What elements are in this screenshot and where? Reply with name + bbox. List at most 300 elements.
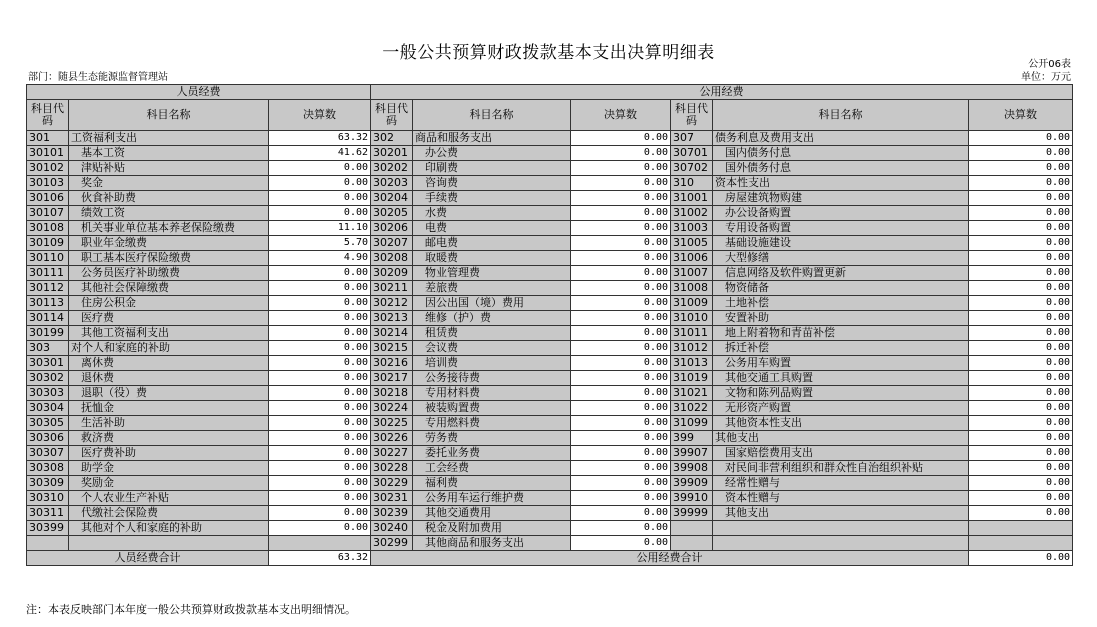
subject-name: 大型修缮 [713, 251, 969, 266]
subject-code: 30208 [371, 251, 413, 266]
expenditure-table [26, 84, 1073, 566]
amount-value: 63.32 [269, 131, 371, 146]
subject-name: 国家赔偿费用支出 [713, 446, 969, 461]
footnote: 注：本表反映部门本年度一般公共预算财政拨款基本支出明细情况。 [26, 603, 356, 616]
amount-value: 0.00 [269, 356, 371, 371]
subject-name: 医疗费 [69, 311, 269, 326]
subject-code: 30225 [371, 416, 413, 431]
table-row [27, 476, 1073, 491]
subject-code: 30231 [371, 491, 413, 506]
amount-value: 0.00 [969, 311, 1073, 326]
subject-code [27, 536, 69, 551]
subject-name: 工资福利支出 [69, 131, 269, 146]
table-row [27, 431, 1073, 446]
subject-code: 30112 [27, 281, 69, 296]
subject-code: 31006 [671, 251, 713, 266]
amount-value: 0.00 [571, 206, 671, 221]
subject-name: 租赁费 [413, 326, 571, 341]
department-label: 部门：随县生态能源监督管理站 [28, 72, 168, 83]
subject-name: 培训费 [413, 356, 571, 371]
subject-name: 国外债务付息 [713, 161, 969, 176]
subject-name: 对民间非营利组织和群众性自治组织补贴 [713, 461, 969, 476]
amount-value: 0.00 [269, 296, 371, 311]
amount-value: 0.00 [269, 371, 371, 386]
amount-value: 0.00 [571, 191, 671, 206]
subject-code: 39908 [671, 461, 713, 476]
subject-name: 差旅费 [413, 281, 571, 296]
table-row [27, 521, 1073, 536]
subject-code: 30213 [371, 311, 413, 326]
amount-value: 0.00 [571, 371, 671, 386]
subject-code: 30701 [671, 146, 713, 161]
subject-code: 39910 [671, 491, 713, 506]
subject-code: 30299 [371, 536, 413, 551]
amount-value: 0.00 [571, 326, 671, 341]
subject-code: 30108 [27, 221, 69, 236]
subject-name: 劳务费 [413, 431, 571, 446]
subject-name: 印刷费 [413, 161, 571, 176]
table-row [27, 131, 1073, 146]
amount-value: 0.00 [571, 491, 671, 506]
subject-code: 30310 [27, 491, 69, 506]
amount-value: 0.00 [571, 476, 671, 491]
table-row [27, 461, 1073, 476]
subject-name: 公务接待费 [413, 371, 571, 386]
subject-name: 因公出国（境）费用 [413, 296, 571, 311]
subject-name: 会议费 [413, 341, 571, 356]
amount-value: 4.90 [269, 251, 371, 266]
subject-code: 30199 [27, 326, 69, 341]
subject-code: 30101 [27, 146, 69, 161]
amount-value: 0.00 [571, 386, 671, 401]
table-row [27, 251, 1073, 266]
header-amount: 决算数 [571, 100, 671, 131]
amount-value: 0.00 [269, 506, 371, 521]
table-row [27, 206, 1073, 221]
subject-code: 30702 [671, 161, 713, 176]
amount-value: 0.00 [969, 161, 1073, 176]
subject-code: 30305 [27, 416, 69, 431]
subject-code: 30114 [27, 311, 69, 326]
amount-value: 0.00 [969, 326, 1073, 341]
amount-value: 0.00 [269, 491, 371, 506]
subject-code: 30217 [371, 371, 413, 386]
subject-name: 公务员医疗补助缴费 [69, 266, 269, 281]
header-code: 科目代码 [671, 100, 713, 131]
subject-code: 30306 [27, 431, 69, 446]
amount-value: 0.00 [969, 401, 1073, 416]
amount-value: 0.00 [571, 296, 671, 311]
subject-code: 30303 [27, 386, 69, 401]
personnel-total-label: 人员经费合计 [27, 551, 269, 566]
amount-value: 0.00 [969, 431, 1073, 446]
subject-name: 无形资产购置 [713, 401, 969, 416]
table-row [27, 401, 1073, 416]
amount-value: 0.00 [269, 191, 371, 206]
amount-value [269, 536, 371, 551]
subject-code: 30201 [371, 146, 413, 161]
subject-code: 30212 [371, 296, 413, 311]
amount-value: 0.00 [571, 161, 671, 176]
header-code: 科目代码 [371, 100, 413, 131]
subject-name: 代缴社会保险费 [69, 506, 269, 521]
group-header-row [27, 85, 1073, 100]
subject-name: 伙食补助费 [69, 191, 269, 206]
unit-label: 单位：万元 [1021, 72, 1071, 83]
subject-code: 30206 [371, 221, 413, 236]
subject-name: 基础设施建设 [713, 236, 969, 251]
table-row [27, 236, 1073, 251]
subject-code: 30109 [27, 236, 69, 251]
subject-name: 机关事业单位基本养老保险缴费 [69, 221, 269, 236]
subject-name: 奖金 [69, 176, 269, 191]
amount-value: 0.00 [969, 341, 1073, 356]
subject-code [671, 536, 713, 551]
amount-value: 0.00 [571, 446, 671, 461]
subject-code: 30399 [27, 521, 69, 536]
subject-code: 310 [671, 176, 713, 191]
subject-code: 399 [671, 431, 713, 446]
subject-code [671, 521, 713, 536]
subject-name: 经常性赠与 [713, 476, 969, 491]
amount-value: 0.00 [969, 386, 1073, 401]
subject-code: 31009 [671, 296, 713, 311]
table-row [27, 491, 1073, 506]
subject-code: 30111 [27, 266, 69, 281]
amount-value: 0.00 [969, 251, 1073, 266]
subject-name: 助学金 [69, 461, 269, 476]
amount-value: 0.00 [969, 206, 1073, 221]
subject-name: 电费 [413, 221, 571, 236]
table-row [27, 416, 1073, 431]
subject-name: 其他商品和服务支出 [413, 536, 571, 551]
subject-name: 福利费 [413, 476, 571, 491]
subject-code: 30307 [27, 446, 69, 461]
totals-row [27, 551, 1073, 566]
subject-code: 302 [371, 131, 413, 146]
subject-code: 30216 [371, 356, 413, 371]
subject-name: 公务用车购置 [713, 356, 969, 371]
amount-value: 0.00 [571, 146, 671, 161]
subject-name: 绩效工资 [69, 206, 269, 221]
amount-value: 0.00 [969, 491, 1073, 506]
subject-code: 31003 [671, 221, 713, 236]
subject-name: 救济费 [69, 431, 269, 446]
amount-value: 0.00 [571, 431, 671, 446]
subject-name: 安置补助 [713, 311, 969, 326]
subject-name: 其他交通工具购置 [713, 371, 969, 386]
subject-name: 土地补偿 [713, 296, 969, 311]
subject-name: 抚恤金 [69, 401, 269, 416]
subject-code: 303 [27, 341, 69, 356]
table-row [27, 386, 1073, 401]
amount-value: 0.00 [269, 476, 371, 491]
subject-name [713, 521, 969, 536]
subject-name: 其他工资福利支出 [69, 326, 269, 341]
subject-name: 离休费 [69, 356, 269, 371]
table-row [27, 506, 1073, 521]
table-row [27, 326, 1073, 341]
subject-code: 30228 [371, 461, 413, 476]
amount-value: 0.00 [269, 176, 371, 191]
amount-value: 0.00 [571, 416, 671, 431]
amount-value: 0.00 [571, 356, 671, 371]
subject-name: 委托业务费 [413, 446, 571, 461]
table-row [27, 176, 1073, 191]
amount-value [969, 536, 1073, 551]
subject-name: 被装购置费 [413, 401, 571, 416]
subject-name: 津贴补贴 [69, 161, 269, 176]
subject-name: 对个人和家庭的补助 [69, 341, 269, 356]
subject-name: 个人农业生产补贴 [69, 491, 269, 506]
subject-name: 奖励金 [69, 476, 269, 491]
public-group-header: 公用经费 [371, 85, 1073, 100]
subject-name: 其他交通费用 [413, 506, 571, 521]
amount-value: 0.00 [269, 431, 371, 446]
amount-value: 0.00 [269, 461, 371, 476]
table-row [27, 146, 1073, 161]
subject-code: 30301 [27, 356, 69, 371]
subject-name: 其他社会保障缴费 [69, 281, 269, 296]
subject-name: 债务利息及费用支出 [713, 131, 969, 146]
amount-value: 0.00 [269, 161, 371, 176]
subject-name: 水费 [413, 206, 571, 221]
header-code: 科目代码 [27, 100, 69, 131]
table-row [27, 341, 1073, 356]
subject-name: 其他资本性支出 [713, 416, 969, 431]
amount-value: 0.00 [571, 461, 671, 476]
amount-value: 0.00 [571, 281, 671, 296]
amount-value: 0.00 [969, 191, 1073, 206]
subject-name: 拆迁补偿 [713, 341, 969, 356]
subject-code: 30211 [371, 281, 413, 296]
subject-code: 30207 [371, 236, 413, 251]
subject-name: 咨询费 [413, 176, 571, 191]
amount-value: 0.00 [969, 461, 1073, 476]
subject-code: 30227 [371, 446, 413, 461]
amount-value: 41.62 [269, 146, 371, 161]
subject-name: 其他对个人和家庭的补助 [69, 521, 269, 536]
subject-code: 30309 [27, 476, 69, 491]
subject-name: 专用设备购置 [713, 221, 969, 236]
amount-value: 0.00 [571, 521, 671, 536]
subject-code: 30203 [371, 176, 413, 191]
subject-code: 30107 [27, 206, 69, 221]
subject-code: 31005 [671, 236, 713, 251]
subject-name: 物资储备 [713, 281, 969, 296]
subject-code: 31007 [671, 266, 713, 281]
form-code: 公开06表 [1028, 59, 1071, 70]
table-row [27, 296, 1073, 311]
table-row [27, 266, 1073, 281]
amount-value: 0.00 [571, 341, 671, 356]
header-name: 科目名称 [69, 100, 269, 131]
amount-value: 0.00 [269, 311, 371, 326]
amount-value: 0.00 [269, 266, 371, 281]
amount-value: 0.00 [269, 401, 371, 416]
amount-value: 0.00 [269, 521, 371, 536]
subject-code: 30218 [371, 386, 413, 401]
subject-code: 30308 [27, 461, 69, 476]
subject-name: 医疗费补助 [69, 446, 269, 461]
amount-value: 0.00 [269, 206, 371, 221]
public-total-value: 0.00 [969, 551, 1073, 566]
table-row [27, 311, 1073, 326]
table-row [27, 446, 1073, 461]
subject-code: 31002 [671, 206, 713, 221]
table-row [27, 221, 1073, 236]
amount-value: 0.00 [969, 176, 1073, 191]
subject-name: 维修（护）费 [413, 311, 571, 326]
amount-value: 0.00 [269, 281, 371, 296]
subject-code: 31099 [671, 416, 713, 431]
subject-name: 专用燃料费 [413, 416, 571, 431]
amount-value: 0.00 [969, 296, 1073, 311]
amount-value: 0.00 [969, 446, 1073, 461]
subject-code: 30239 [371, 506, 413, 521]
amount-value: 0.00 [969, 506, 1073, 521]
subject-code: 30103 [27, 176, 69, 191]
subject-name: 资本性赠与 [713, 491, 969, 506]
amount-value: 0.00 [969, 221, 1073, 236]
header-amount: 决算数 [969, 100, 1073, 131]
subject-code: 31001 [671, 191, 713, 206]
amount-value: 0.00 [269, 386, 371, 401]
subject-code: 307 [671, 131, 713, 146]
personnel-total-value: 63.32 [269, 551, 371, 566]
subject-code: 30229 [371, 476, 413, 491]
amount-value: 5.70 [269, 236, 371, 251]
personnel-group-header: 人员经费 [27, 85, 371, 100]
amount-value: 0.00 [571, 311, 671, 326]
table-title: 一般公共预算财政拨款基本支出决算明细表 [382, 43, 715, 63]
subject-code: 30202 [371, 161, 413, 176]
subject-name: 手续费 [413, 191, 571, 206]
amount-value: 0.00 [571, 131, 671, 146]
subject-code: 30209 [371, 266, 413, 281]
subject-code: 31010 [671, 311, 713, 326]
amount-value: 0.00 [969, 236, 1073, 251]
amount-value: 0.00 [571, 176, 671, 191]
subject-code: 31013 [671, 356, 713, 371]
subject-name: 资本性支出 [713, 176, 969, 191]
subject-name: 退休费 [69, 371, 269, 386]
subject-code: 30304 [27, 401, 69, 416]
subject-name: 公务用车运行维护费 [413, 491, 571, 506]
subject-name: 税金及附加费用 [413, 521, 571, 536]
subject-name: 其他支出 [713, 506, 969, 521]
subject-code: 301 [27, 131, 69, 146]
subject-name: 物业管理费 [413, 266, 571, 281]
subject-name: 职业年金缴费 [69, 236, 269, 251]
subject-code: 30110 [27, 251, 69, 266]
amount-value: 0.00 [571, 251, 671, 266]
table-row [27, 191, 1073, 206]
subject-name: 住房公积金 [69, 296, 269, 311]
table-row [27, 371, 1073, 386]
amount-value: 11.10 [269, 221, 371, 236]
amount-value: 0.00 [969, 281, 1073, 296]
subject-code: 30215 [371, 341, 413, 356]
subject-code: 30311 [27, 506, 69, 521]
subject-code: 39909 [671, 476, 713, 491]
subject-code: 31019 [671, 371, 713, 386]
subject-name: 信息网络及软件购置更新 [713, 266, 969, 281]
header-name: 科目名称 [713, 100, 969, 131]
table-row [27, 281, 1073, 296]
subject-code: 30102 [27, 161, 69, 176]
subject-code: 31011 [671, 326, 713, 341]
amount-value: 0.00 [571, 401, 671, 416]
subject-name: 地上附着物和青苗补偿 [713, 326, 969, 341]
subject-code: 39999 [671, 506, 713, 521]
table-row [27, 536, 1073, 551]
subject-name: 办公设备购置 [713, 206, 969, 221]
table-row [27, 356, 1073, 371]
public-total-label: 公用经费合计 [371, 551, 969, 566]
amount-value: 0.00 [269, 416, 371, 431]
amount-value: 0.00 [269, 446, 371, 461]
amount-value: 0.00 [969, 416, 1073, 431]
subject-code: 30204 [371, 191, 413, 206]
subject-code: 30226 [371, 431, 413, 446]
subject-name: 文物和陈列品购置 [713, 386, 969, 401]
subject-name [69, 536, 269, 551]
subject-code: 30302 [27, 371, 69, 386]
subject-code: 30113 [27, 296, 69, 311]
subject-code: 30214 [371, 326, 413, 341]
amount-value: 0.00 [571, 236, 671, 251]
amount-value: 0.00 [969, 476, 1073, 491]
amount-value [969, 521, 1073, 536]
subject-name: 职工基本医疗保险缴费 [69, 251, 269, 266]
subject-code: 31021 [671, 386, 713, 401]
amount-value: 0.00 [571, 221, 671, 236]
amount-value: 0.00 [969, 371, 1073, 386]
table-row [27, 161, 1073, 176]
header-name: 科目名称 [413, 100, 571, 131]
subject-name: 取暖费 [413, 251, 571, 266]
subject-code: 30205 [371, 206, 413, 221]
subject-name: 商品和服务支出 [413, 131, 571, 146]
subject-code: 31022 [671, 401, 713, 416]
subject-name: 邮电费 [413, 236, 571, 251]
subject-code: 31008 [671, 281, 713, 296]
amount-value: 0.00 [571, 506, 671, 521]
subject-name: 生活补助 [69, 416, 269, 431]
subject-name: 其他支出 [713, 431, 969, 446]
subject-code: 30106 [27, 191, 69, 206]
subject-code: 30240 [371, 521, 413, 536]
subject-name: 专用材料费 [413, 386, 571, 401]
header-amount: 决算数 [269, 100, 371, 131]
amount-value: 0.00 [969, 131, 1073, 146]
amount-value: 0.00 [269, 341, 371, 356]
amount-value: 0.00 [969, 266, 1073, 281]
subject-name: 国内债务付息 [713, 146, 969, 161]
amount-value: 0.00 [969, 356, 1073, 371]
subject-code: 31012 [671, 341, 713, 356]
subject-name: 基本工资 [69, 146, 269, 161]
subject-name: 工会经费 [413, 461, 571, 476]
subject-code: 39907 [671, 446, 713, 461]
amount-value: 0.00 [571, 536, 671, 551]
subject-name: 房屋建筑物购建 [713, 191, 969, 206]
subject-name: 退职（役）费 [69, 386, 269, 401]
amount-value: 0.00 [969, 146, 1073, 161]
subject-name: 办公费 [413, 146, 571, 161]
column-header-row [27, 100, 1073, 131]
